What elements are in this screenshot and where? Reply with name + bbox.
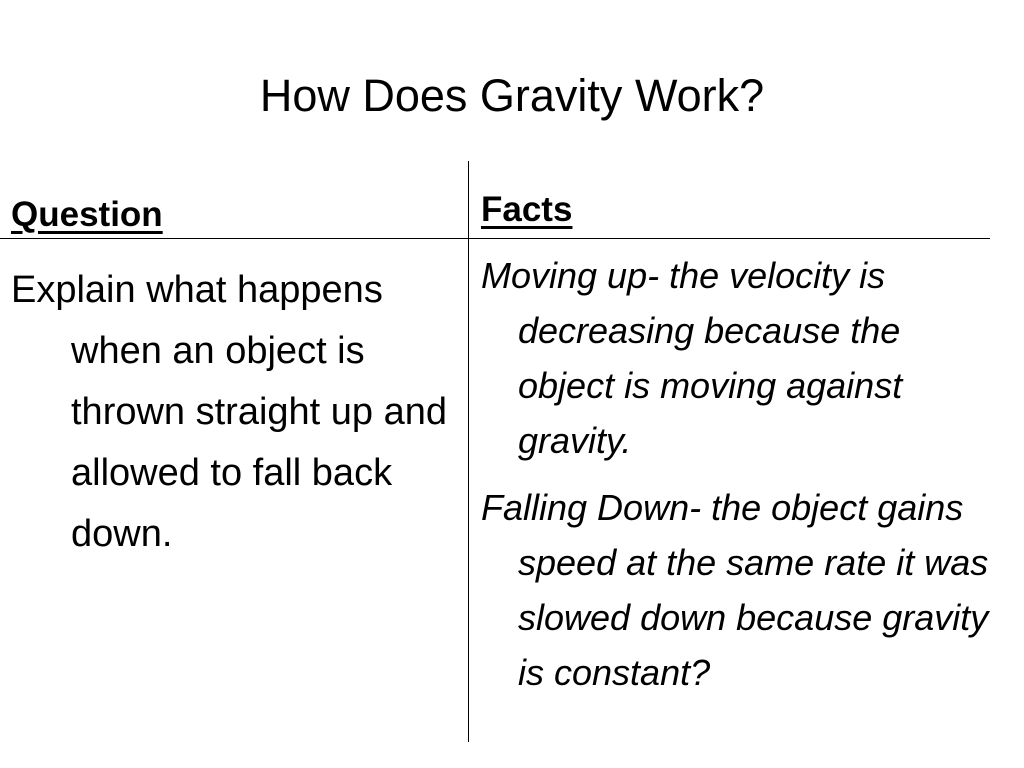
- fact-item-moving-up: Moving up- the velocity is decreasing because the object is moving against gravity.: [481, 255, 903, 461]
- header-divider: [0, 238, 990, 239]
- fact-item-falling-down: Falling Down- the object gains speed at the same rate it was slowed down because gravity is constant?: [481, 487, 989, 693]
- facts-header: Facts: [481, 190, 573, 229]
- question-header: Question: [11, 195, 163, 234]
- question-column: [11, 260, 456, 565]
- question-text: Explain what happens when an object is thrown straight up and allowed to fall back down.: [11, 269, 448, 555]
- facts-column: [481, 248, 1001, 712]
- slide-title: How Does Gravity Work?: [259, 70, 765, 121]
- column-divider: [468, 161, 469, 742]
